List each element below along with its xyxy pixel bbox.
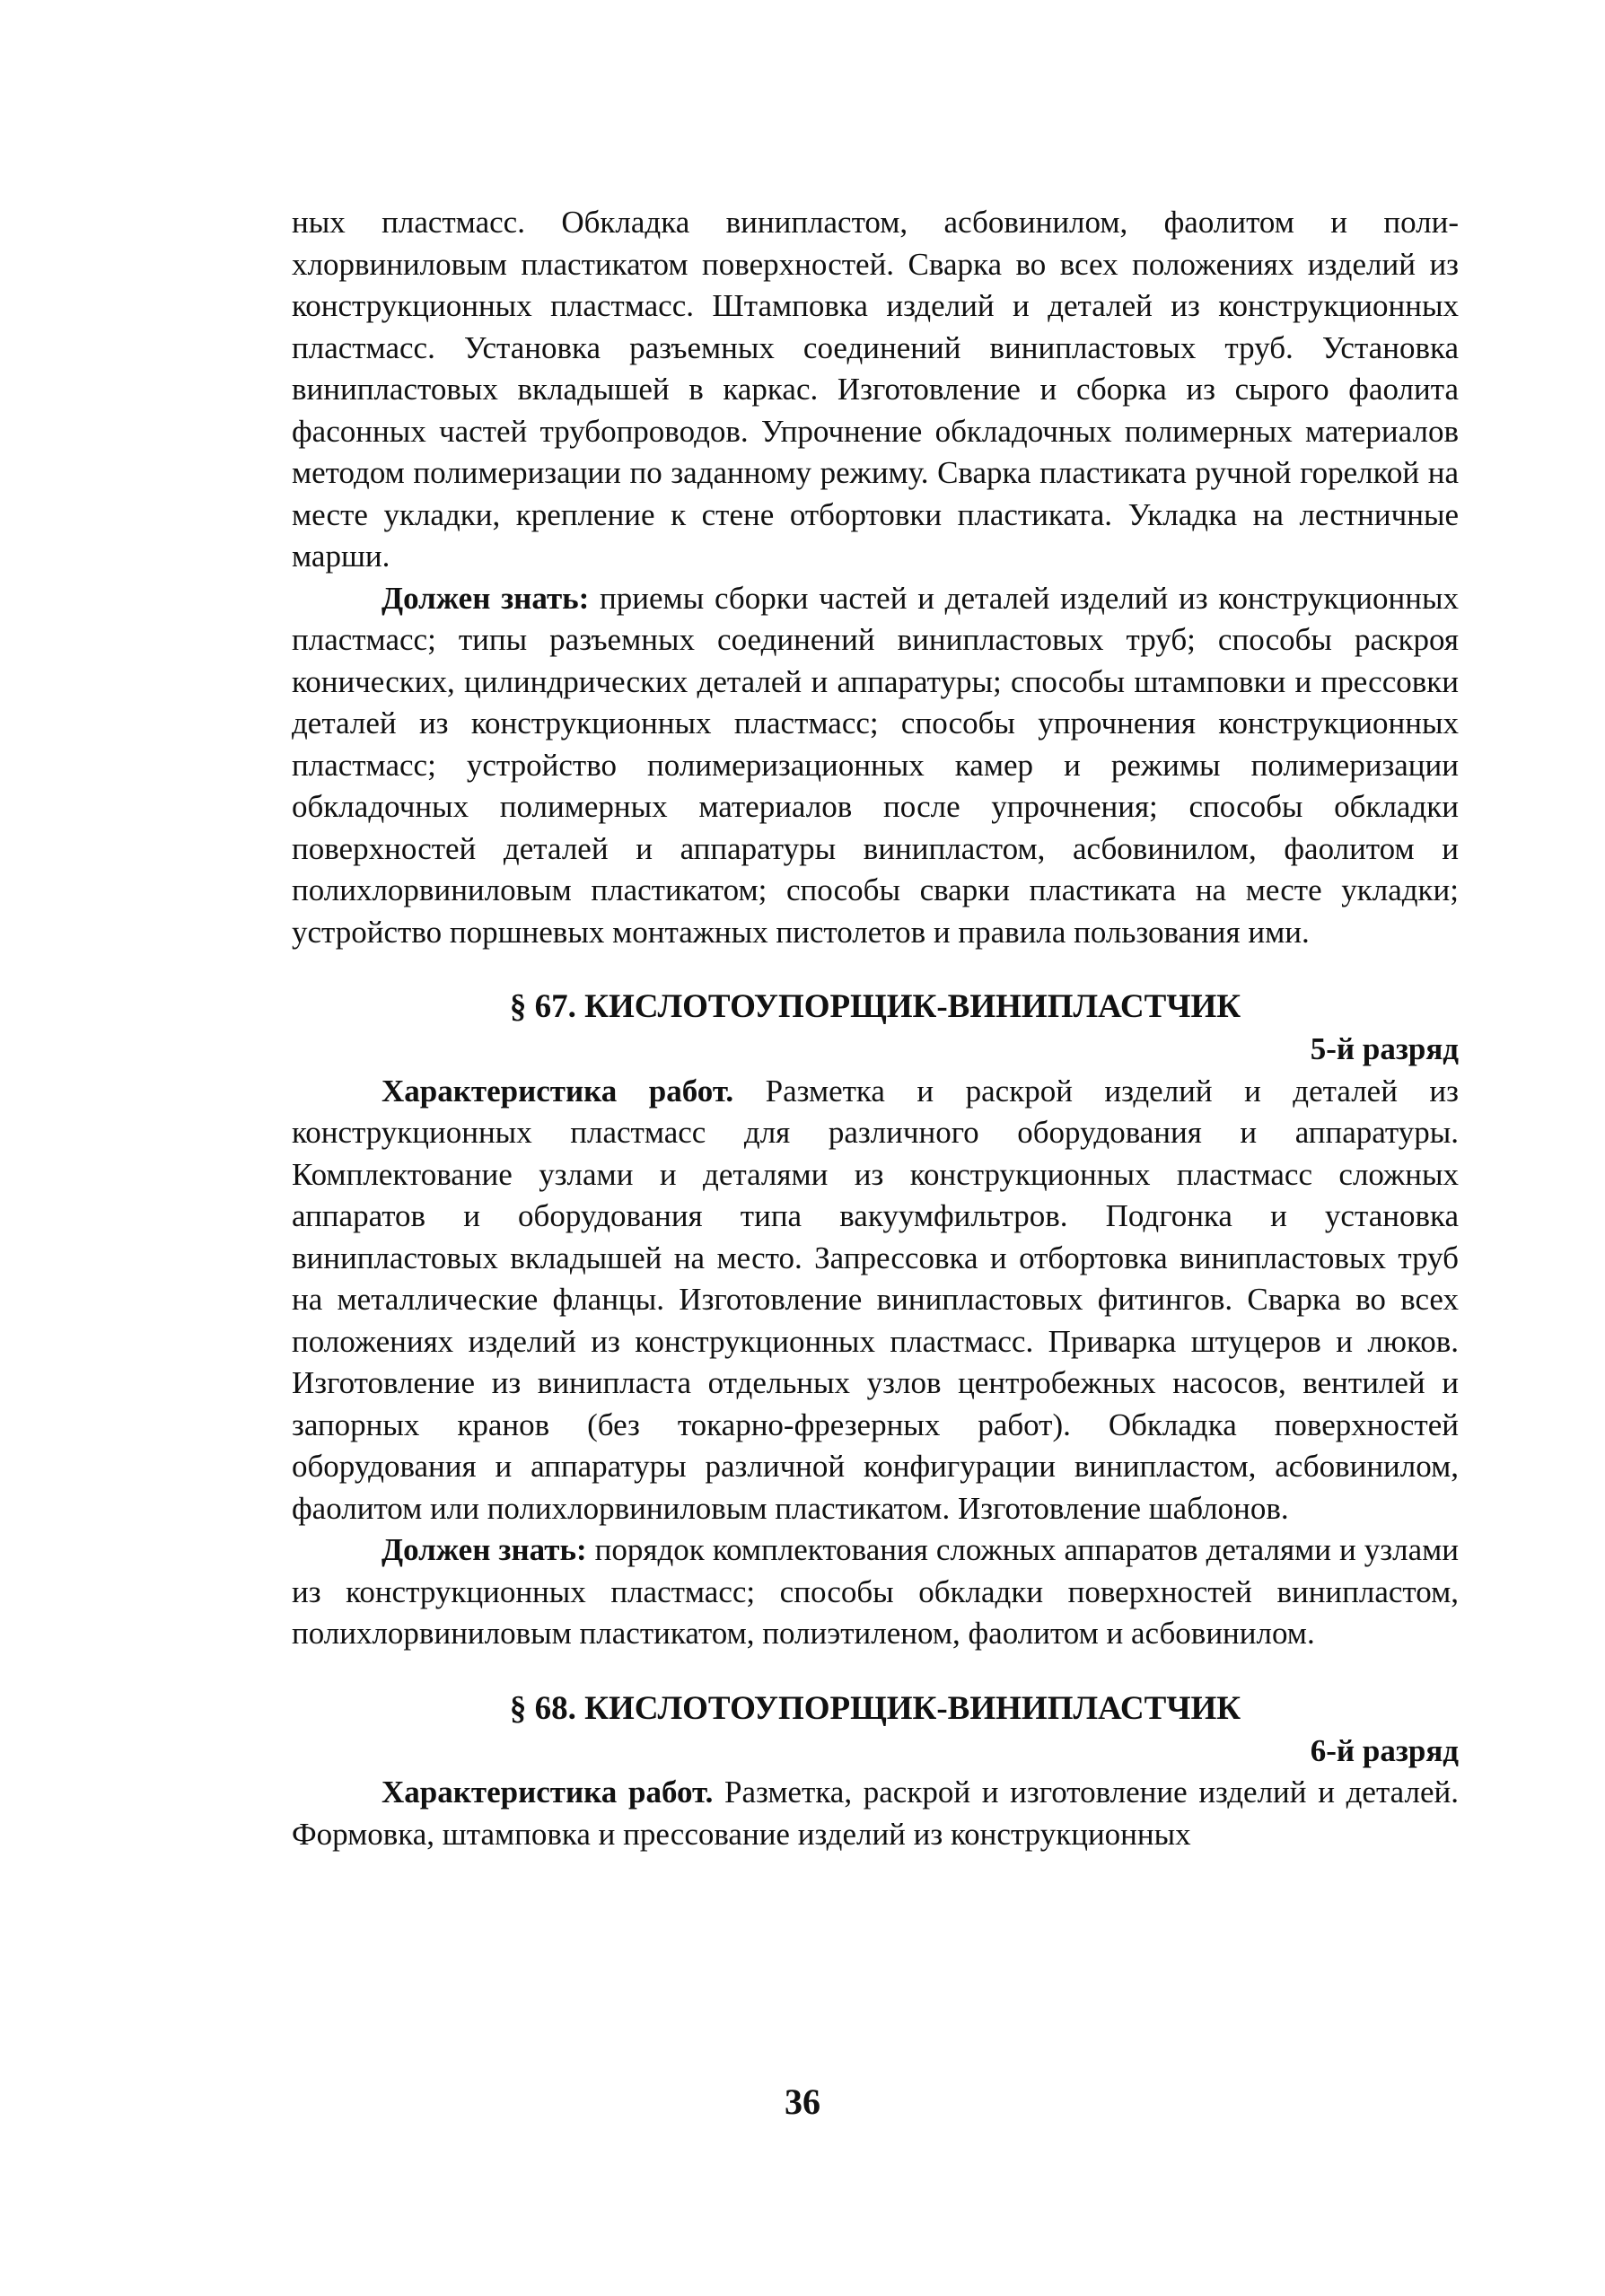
knowledge-text-1: приемы сборки частей и деталей изделий из конструкционных пластмасс; типы разъемных соединений винипластовых труб; способы раскроя конических, цилиндрических деталей и аппаратуры; способы штамповки и прессовки деталей из конструкционных пластмасс; способы упрочнения конструкционных пластмасс; устройство полимеризационных камер и режимы полимеризации обкладочных полимерных материалов после упрочнения; способы обкладки поверхностей деталей и аппаратуры винипластом, асбовинилом, фаолитом и полихлорвиниловым пластикатом; способы сварки пластиката на месте укладки; устройство поршневых монтажных пистолетов и правила пользования ими.: [292, 580, 1459, 950]
section-68-title: § 68. КИСЛОТОУПОРЩИК-ВИНИПЛАСТЧИК: [509, 1689, 1241, 1727]
knowledge-lead-1: Должен знать:: [382, 580, 590, 616]
intro-paragraph: ных пластмасс. Обкладка винипластом, асбовинилом, фаолитом и полихлорвиниловым пластикатом поверхностей. Сварка во всех положениях изделий из конструкционных пластмасс. Штамповка изделий и деталей из конструкционных пластмасс. Установка разъемных соединений винипластовых труб. Установка винипластовых вкладышей в каркас. Изготовление и сборка из сырого фаолита фасонных частей трубопроводов. Упрочнение обкладочных полимерных материалов методом полимеризации по заданному режиму. Сварка пластиката ручной горелкой на месте укладки, крепление к стене отбортовки пластиката. Укладка на лестничные марши.: [292, 205, 1459, 574]
document-page: [292, 202, 1459, 1855]
section-67-title: § 67. КИСЛОТОУПОРЩИК-ВИНИПЛАСТЧИК: [509, 988, 1241, 1025]
section-67-knowledge-lead: Должен знать:: [382, 1532, 587, 1567]
section-67-characteristics-text: Разметка и раскрой изделий и деталей из конструкционных пластмасс для различного оборудования и аппаратуры. Комплектование узлами и деталями из конструкционных пластмасс сложных аппаратов и оборудования типа вакуумфильтров. Подгонка и установка винипластовых вкладышей на место. Запрессовка и отбортовка винипластовых труб на металлические фланцы. Изготовление винипластовых фитингов. Сварка во всех положениях изделий из конструкционных пластмасс. Приварка штуцеров и люков. Изготовление из винипласта отдельных узлов центробежных насосов, вентилей и запорных кранов (без токарно-фрезерных работ). Обкладка поверхностей оборудования и аппаратуры различной конфигурации винипластом, асбовинилом, фаолитом или полихлорвиниловым пластикатом. Изготовление шаблонов.: [292, 1073, 1459, 1526]
section-67-knowledge-text: порядок комплектования сложных аппаратов деталями и узлами из конструкционных пластмасс; способы обкладки поверхностей винипластом, полихлорвиниловым пластикатом, полиэтиленом, фаолитом и асбовинилом.: [292, 1532, 1459, 1651]
section-68-characteristics-text: Разметка, раскрой и изготовление изделий и деталей. Формовка, штамповка и прессование изделий из конструкционных: [292, 1775, 1460, 1852]
section-67-grade: 5-й разряд: [1310, 1031, 1459, 1066]
section-67-knowledge: [292, 1529, 1459, 1655]
section-68-characteristics-lead: Характеристика работ.: [382, 1775, 714, 1810]
page-number: 36: [785, 2081, 820, 2122]
knowledge-paragraph-1: [292, 578, 1459, 954]
section-67-characteristics-lead: Характеристика работ.: [382, 1073, 734, 1109]
section-68-grade: 6-й разряд: [1310, 1732, 1459, 1768]
section-68-characteristics: [292, 1772, 1459, 1855]
section-67-characteristics: [292, 1071, 1459, 1530]
